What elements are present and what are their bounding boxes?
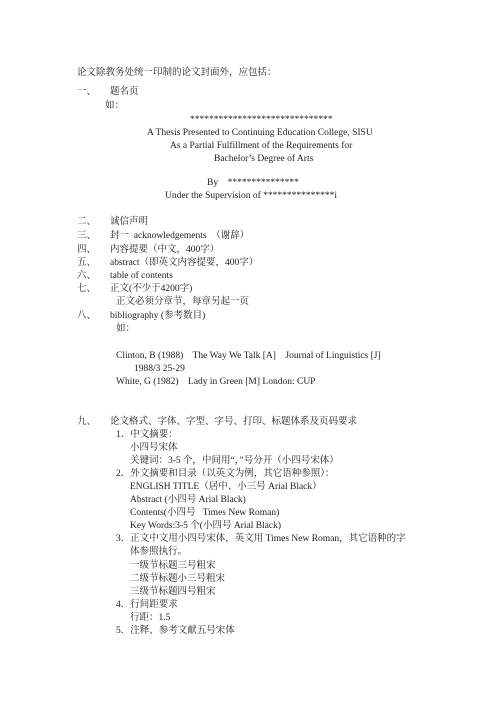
example-label: 如： (105, 101, 125, 111)
section-number: 六、 (77, 271, 97, 281)
title-page-supervision: Under the Supervision of ***************i (165, 191, 338, 201)
section-title: 内容提要（中文，400字） (110, 245, 220, 255)
section-title: table of contents (110, 271, 173, 281)
format-item: 1．中文摘要： (116, 430, 178, 440)
section-number: 九、 (77, 417, 97, 427)
section-title: 正文(不少于4200字) (110, 284, 193, 294)
section-title: bibliography (参考数目) (110, 311, 206, 321)
section-title: abstract（即英文内容提要，400字） (110, 258, 259, 268)
reference-entry-cont: 1988/3 25-29 (134, 364, 185, 374)
section-title: 封一 acknowledgements （谢辞） (110, 231, 250, 241)
title-page-line: Bachelor’s Degree of Arts (214, 154, 314, 164)
format-subitem: 关键词：3-5 个，中间用“，”号分开（小四号宋体） (130, 456, 339, 466)
section-title: 论文格式、字体、字型、字号、打印、标题体系及页码要求 (110, 417, 358, 427)
example-label: 如： (116, 324, 136, 334)
title-page-by-line: By *************** (207, 178, 299, 188)
section-number: 二、 (77, 217, 97, 227)
section-number: 五、 (77, 258, 97, 268)
section-title: 题名页 (110, 87, 139, 97)
format-subitem: 行距：1.5 (130, 613, 171, 623)
format-subitem: ENGLISH TITLE（居中、小三号 Arial Black） (130, 482, 322, 492)
format-subitem: 三级节标题四号粗宋 (130, 587, 216, 597)
reference-entry: White, G (1982) Lady in Green [M] London: CUP (116, 377, 316, 387)
format-subitem: 二级节标题小三号粗宋 (130, 574, 226, 584)
format-subitem: Contents(小四号 Times New Roman) (130, 508, 280, 518)
format-subitem: Abstract (小四号 Arial Black) (130, 495, 246, 505)
format-item: 5．注释、参考文献五号宋体 (116, 626, 235, 636)
format-item-cont: 体参照执行。 (130, 547, 188, 557)
reference-entry: Clinton, B (1988) The Way We Talk [A] Journal of Linguistics [J] (116, 351, 381, 361)
section-title: 诚信声明 (110, 217, 149, 227)
format-item: 3．正文中文用小四号宋体，英文用 Times New Roman，其它语种的字 (116, 534, 406, 544)
format-subitem: 一级节标题三号粗宋 (130, 561, 216, 571)
intro-text: 论文除教务处统一印制的论文封面外，应包括： (77, 68, 277, 78)
section-number: 一、 (77, 87, 97, 97)
title-page-line: A Thesis Presented to Continuing Education College, SISU (147, 128, 373, 138)
section-note: 正文必须分章节，每章另起一页 (116, 297, 250, 307)
format-item: 4．行间距要求 (116, 600, 178, 610)
section-number: 八、 (77, 311, 97, 321)
title-page-line: As a Partial Fulfillment of the Requirements for (170, 141, 353, 151)
title-page-stars: ****************************** (190, 115, 333, 125)
section-number: 七、 (77, 284, 97, 294)
format-subitem: Key Words:3-5 个(小四号 Arial Black) (130, 521, 282, 531)
section-number: 四、 (77, 245, 97, 255)
format-item: 2．外文摘要和目录（以英文为例，其它语种参照）： (116, 469, 335, 479)
section-number: 三、 (77, 231, 97, 241)
format-subitem: 小四号宋体 (130, 443, 178, 453)
